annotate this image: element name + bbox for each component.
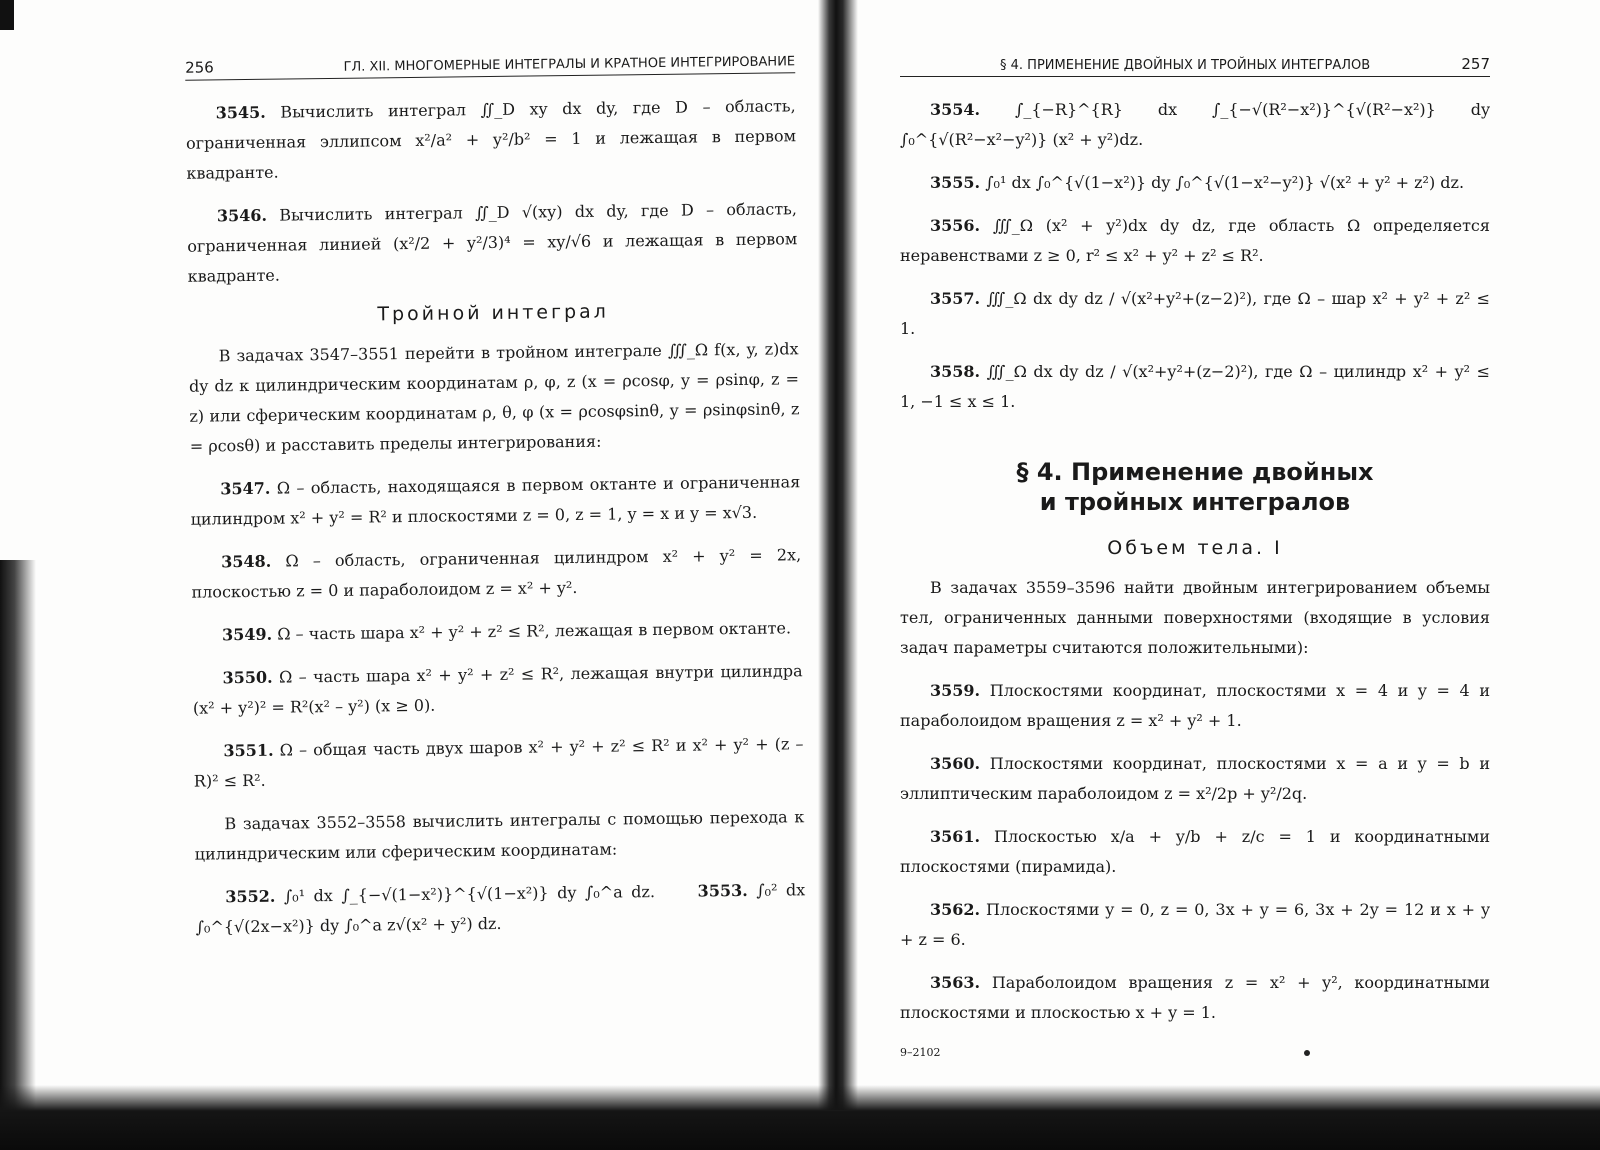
problem-text: ∭_Ω dx dy dz / √(x²+y²+(z−2)²), где Ω – цилиндр x² + y² ≤ 1, −1 ≤ x ≤ 1. bbox=[900, 362, 1491, 411]
problem-text: ∫₀¹ dx ∫₀^{√(1−x²)} dy ∫₀^{√(1−x²−y²)} √(x² + y² + z²) dz. bbox=[985, 173, 1465, 192]
problem-3554 bbox=[900, 95, 1490, 155]
problem-number: 3554. bbox=[930, 100, 981, 119]
problem-text: Ω – часть шара x² + y² + z² ≤ R², лежащая в первом октанте. bbox=[277, 618, 792, 644]
problem-3563 bbox=[900, 968, 1490, 1028]
problem-text: ∫_{−R}^{R} dx ∫_{−√(R²−x²)}^{√(R²−x²)} dy ∫₀^{√(R²−x²−y²)} (x² + y²)dz. bbox=[900, 100, 1490, 149]
problem-3560 bbox=[900, 749, 1490, 809]
problem-3547 bbox=[190, 467, 801, 534]
intro-3547-3551: В задачах 3547–3551 перейти в тройном интеграле ∭_Ω f(x, y, z)dx dy dz к цилиндрическим координатам ρ, φ, z (x = ρcosφ, y = ρsinφ, z = z) или сферическим координатам ρ, θ, φ (x = ρcosφsinθ, y = ρsinφsinθ, z = ρcosθ) и расставить пределы интегрирования: bbox=[188, 339, 800, 456]
problem-number: 3560. bbox=[930, 754, 981, 773]
scan-left-edge-shadow bbox=[0, 560, 36, 1120]
problem-number: 3553. bbox=[697, 880, 748, 901]
right-page-number: 257 bbox=[1461, 55, 1490, 73]
problem-text: ∭_Ω dx dy dz / √(x²+y²+(z−2)²), где Ω – шар x² + y² + z² ≤ 1. bbox=[900, 289, 1490, 338]
problem-text: Вычислить интеграл ∬_D xy dx dy, где D – область, ограниченная эллипсом x²/a² + y²/b² = 1 и лежащая в первом квадранте. bbox=[185, 96, 797, 183]
subheading-triple-integral: Тройной интеграл bbox=[377, 300, 609, 326]
problem-3549 bbox=[192, 613, 802, 650]
problem-text: Ω – область, находящаяся в первом октанте и ограниченная цилиндром x² + y² = R² и плоскостями z = 0, z = 1, y = x и y = x√3. bbox=[190, 472, 801, 529]
problem-number: 3557. bbox=[930, 289, 981, 308]
left-header bbox=[185, 51, 795, 80]
problem-number: 3561. bbox=[930, 827, 981, 846]
problem-3561 bbox=[900, 822, 1490, 882]
problem-text: Плоскостями y = 0, z = 0, 3x + y = 6, 3x + 2y = 12 и x + y + z = 6. bbox=[900, 900, 1490, 949]
problem-number: 3552. bbox=[225, 886, 276, 907]
problem-text: Параболоидом вращения z = x² + y², координатными плоскостями и плоскостью x + y = 1. bbox=[900, 973, 1490, 1022]
problem-text: ∭_Ω (x² + y²)dx dy dz, где область Ω определяется неравенствами z ≥ 0, r² ≤ x² + y² + z² ≤ R². bbox=[900, 216, 1490, 265]
problem-number: 3547. bbox=[220, 478, 271, 499]
problem-3545 bbox=[186, 91, 797, 188]
problem-number: 3546. bbox=[216, 205, 268, 226]
problem-number: 3550. bbox=[222, 667, 273, 688]
problem-text: ∫₀¹ dx ∫_{−√(1−x²)}^{√(1−x²)} dy ∫₀^a dz. bbox=[283, 882, 656, 906]
problem-text: Плоскостями координат, плоскостями x = 4 и y = 4 и параболоидом вращения z = x² + y² + 1. bbox=[900, 681, 1491, 730]
intro-3559-3596: В задачах 3559–3596 найти двойным интегрированием объемы тел, ограниченных данными поверхностями (входящие в условия задач параметры считаются положительными): bbox=[900, 578, 1490, 657]
section-title bbox=[900, 457, 1490, 517]
problem-3550 bbox=[192, 656, 803, 723]
subheading-volume: Объем тела. I bbox=[1107, 537, 1283, 559]
problem-3556 bbox=[900, 211, 1490, 271]
scan-corner-mark bbox=[0, 0, 14, 30]
problem-text: Плоскостями координат, плоскостями x = a и y = b и эллиптическим параболоидом z = x²/2p + y²/2q. bbox=[900, 754, 1490, 803]
problem-text: ∫₀² dx ∫₀^{√(2x−x²)} dy ∫₀^a z√(x² + y²) dz. bbox=[195, 880, 806, 937]
problem-3558 bbox=[900, 357, 1490, 417]
problem-number: 3551. bbox=[223, 740, 274, 761]
problem-text: Ω – часть шара x² + y² + z² ≤ R², лежащая внутри цилиндра (x² + y²)² = R²(x² – y²) (x ≥ 0). bbox=[192, 661, 803, 718]
signature-code: 9–2102 bbox=[900, 1046, 941, 1059]
problem-number: 3563. bbox=[930, 973, 981, 992]
bullet-mark bbox=[1304, 1050, 1310, 1056]
left-page-number: 256 bbox=[185, 58, 214, 77]
problem-number: 3558. bbox=[930, 362, 981, 381]
right-running-head: § 4. ПРИМЕНЕНИЕ ДВОЙНЫХ И ТРОЙНЫХ ИНТЕГРАЛОВ bbox=[1000, 58, 1371, 73]
section-title-line2: и тройных интегралов bbox=[1039, 488, 1351, 516]
problem-text: Вычислить интеграл ∬_D √(xy) dx dy, где D – область, ограниченная линией (x²/2 + y²/3)⁴ = xy/√6 и лежащая в первом квадранте. bbox=[187, 199, 798, 286]
problem-number: 3555. bbox=[930, 173, 981, 192]
right-page-content bbox=[900, 55, 1490, 1059]
problem-3557 bbox=[900, 284, 1490, 344]
problem-3555 bbox=[900, 168, 1490, 198]
left-page-content bbox=[185, 51, 806, 955]
scan-bottom-shadow bbox=[0, 1085, 1600, 1150]
problem-3548 bbox=[191, 540, 802, 607]
problem-3551 bbox=[193, 729, 804, 796]
signature-footer bbox=[900, 1046, 1490, 1059]
problem-number: 3548. bbox=[221, 551, 272, 572]
problem-text: Плоскостью x/a + y/b + z/c = 1 и координатными плоскостями (пирамида). bbox=[900, 827, 1490, 876]
problem-number: 3556. bbox=[930, 216, 981, 235]
problem-text: Ω – общая часть двух шаров x² + y² + z² ≤ R² и x² + y² + (z – R)² ≤ R². bbox=[193, 734, 804, 791]
problem-number: 3559. bbox=[930, 681, 981, 700]
problem-text: Ω – область, ограниченная цилиндром x² + y² = 2x, плоскостью z = 0 и параболоидом z = x² + y². bbox=[191, 545, 802, 602]
problem-3562 bbox=[900, 895, 1490, 955]
problem-3546 bbox=[187, 194, 798, 291]
problem-3559 bbox=[900, 676, 1490, 736]
problem-number: 3549. bbox=[221, 624, 273, 645]
section-title-line1: § 4. Применение двойных bbox=[1016, 458, 1374, 486]
problem-number: 3545. bbox=[215, 102, 266, 123]
book-gutter-shadow bbox=[818, 0, 858, 1110]
problem-number: 3562. bbox=[930, 900, 981, 919]
right-header bbox=[900, 55, 1490, 77]
left-running-head: ГЛ. XII. МНОГОМЕРНЫЕ ИНТЕГРАЛЫ И КРАТНОЕ ИНТЕГРИРОВАНИЕ bbox=[343, 54, 796, 75]
problems-3552-3553 bbox=[195, 875, 806, 942]
intro-3552-3558: В задачах 3552–3558 вычислить интегралы с помощью перехода к цилиндрическим или сферическим координатам: bbox=[194, 807, 805, 864]
